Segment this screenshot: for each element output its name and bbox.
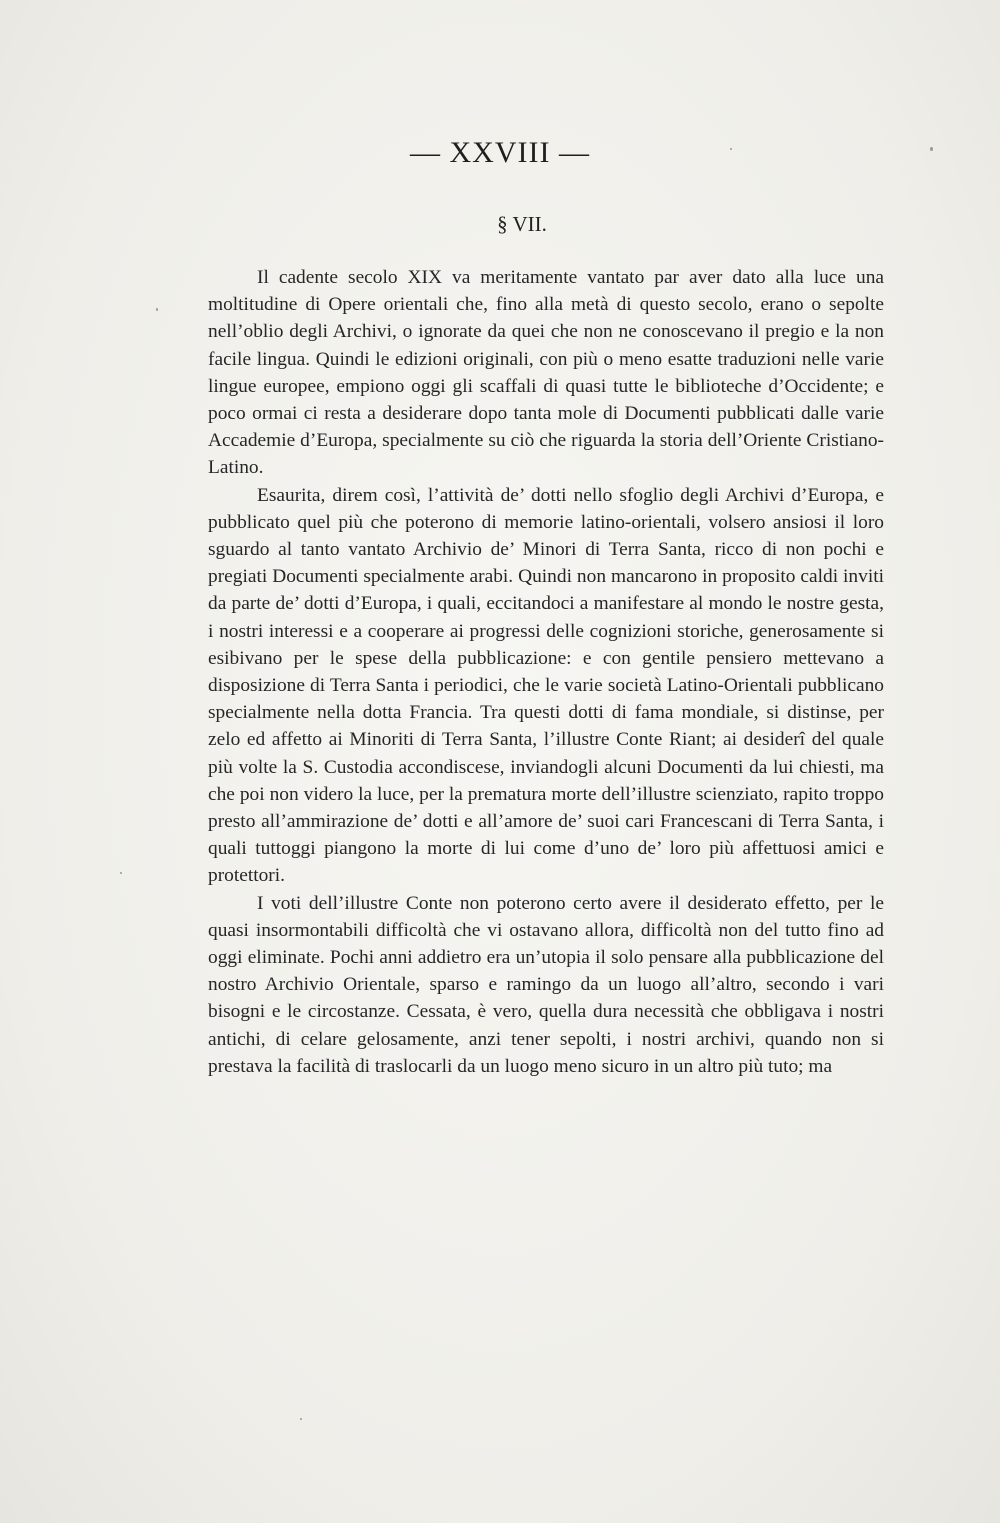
scan-speck	[730, 148, 732, 150]
scan-speck	[930, 147, 933, 151]
running-head: — XXVIII —	[410, 136, 590, 169]
body-text	[208, 264, 884, 1080]
paragraph-3: I voti dell’illustre Conte non poterono certo avere il desiderato effetto, per le quasi insormontabili difficoltà che vi ostavano allora, difficoltà non del tutto fino ad oggi eliminate. Pochi anni addietro era un’utopia il solo pensare alla pubblicazione del nostro Archivio Orientale, sparso e ramingo da un luogo all’altro, secondo i vari bisogni e le circostanze. Cessata, è vero, quella dura necessità che obbligava i nostri antichi, di celare gelosamente, anzi tener sepolti, i nostri archivi, quando non si prestava la facilità di traslocarli da un luogo meno sicuro in un altro più tuto; ma	[208, 892, 884, 1077]
section-heading: § VII.	[497, 212, 547, 236]
scan-speck	[120, 872, 122, 874]
scan-speck	[300, 1418, 302, 1420]
paragraph-2: Esaurita, direm così, l’attività de’ dotti nello sfoglio degli Archivi d’Europa, e pubblicato quel più che poterono di memorie latino-orientali, volsero ansiosi il loro sguardo al tanto vantato Archivio de’ Minori di Terra Santa, ricco di non pochi e pregiati Documenti specialmente arabi. Quindi non mancarono in proposito caldi inviti da parte de’ dotti d’Europa, i quali, eccitandoci a manifestare al mondo le nostre gesta, i nostri interessi e a cooperare ai progressi delle cognizioni storiche, generosamente si esibivano per le spese della pubblicazione: e con gentile pensiero mettevano a disposizione di Terra Santa i periodici, che le varie società Latino-Orientali pubblicano specialmente nella dotta Francia. Tra questi dotti di fama mondiale, si distinse, per zelo ed affetto ai Minoriti di Terra Santa, l’illustre Conte Riant; ai desiderî del quale più volte la S. Custodia accondiscese, inviandogli alcuni Documenti da lui chiesti, ma che poi non videro la luce, per la prematura morte dell’illustre scienziato, rapito troppo presto all’ammirazione de’ dotti e all’amore de’ suoi cari Francescani di Terra Santa, i quali tuttoggi piangono la morte di lui come d’uno de’ loro più affettuosi amici e protettori.	[208, 484, 884, 887]
paragraph-1: Il cadente secolo XIX va meritamente vantato par aver dato alla luce una moltitudine di Opere orientali che, fino alla metà di questo secolo, erano o sepolte nell’oblio degli Archivi, o ignorate da quei che non ne conoscevano il pregio e la non facile lingua. Quindi le edizioni originali, con più o meno esatte traduzioni nelle varie lingue europee, empiono oggi gli scaffali di quasi tutte le biblioteche d’Occidente; e poco ormai ci resta a desiderare dopo tanta mole di Documenti pubblicati dalle varie Accademie d’Europa, specialmente su ciò che riguarda la storia dell’Oriente Cristiano-Latino.	[208, 267, 884, 479]
scan-speck	[156, 308, 158, 311]
